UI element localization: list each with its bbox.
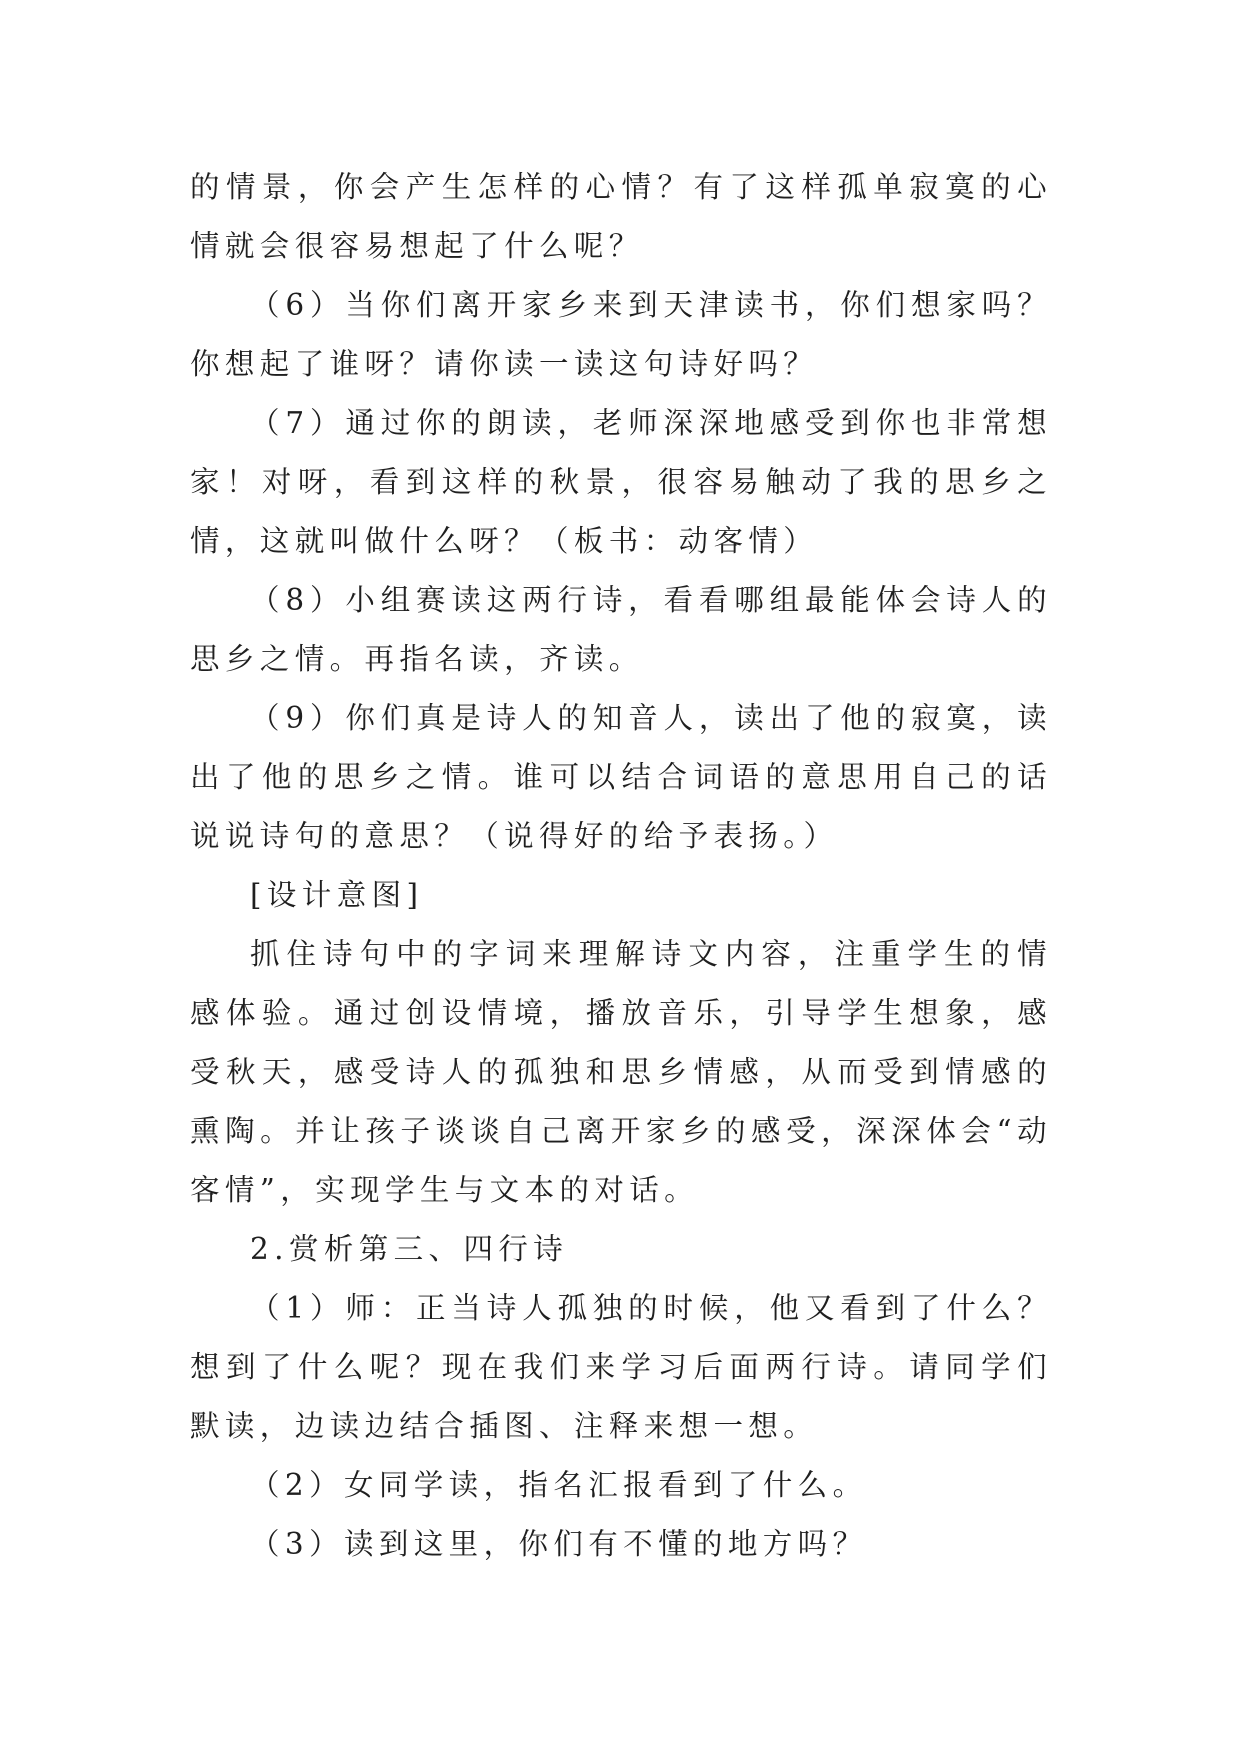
paragraph-step-3: （3）读到这里，你们有不懂的地方吗？: [250, 1527, 868, 1561]
design-intent-heading: [设计意图]: [250, 878, 424, 912]
section-heading-lines-3-4: 2.赏析第三、四行诗: [250, 1232, 569, 1266]
paragraph-step-1: （1）师：正当诗人孤独的时候，他又看到了什么？想到了什么呢？现在我们来学习后面两行诗。请同学们默读，边读边结合插图、注释来想一想。: [190, 1291, 1052, 1443]
paragraph-question-9: （9）你们真是诗人的知音人，读出了他的寂寞，读出了他的思乡之情。谁可以结合词语的意思用自己的话说说诗句的意思？（说得好的给予表扬。）: [190, 701, 1052, 853]
paragraph-step-2: （2）女同学读，指名汇报看到了什么。: [250, 1468, 868, 1502]
paragraph-question-7: （7）通过你的朗读，老师深深地感受到你也非常想家！对呀，看到这样的秋景，很容易触动了我的思乡之情，这就叫做什么呀？（板书：动客情）: [190, 406, 1052, 558]
paragraph-question-8: （8）小组赛读这两行诗，看看哪组最能体会诗人的思乡之情。再指名读，齐读。: [190, 583, 1052, 676]
document-body: [190, 158, 1052, 1574]
design-intent-paragraph: 抓住诗句中的字词来理解诗文内容，注重学生的情感体验。通过创设情境，播放音乐，引导学生想象，感受秋天，感受诗人的孤独和思乡情感，从而受到情感的熏陶。并让孩子谈谈自己离开家乡的感受，深深体会“动客情”，实现学生与文本的对话。: [190, 937, 1052, 1207]
paragraph-question-6: （6）当你们离开家乡来到天津读书，你们想家吗？你想起了谁呀？请你读一读这句诗好吗？: [190, 288, 1052, 381]
paragraph-continuation: 的情景，你会产生怎样的心情？有了这样孤单寂寞的心情就会很容易想起了什么呢？: [190, 170, 1052, 263]
